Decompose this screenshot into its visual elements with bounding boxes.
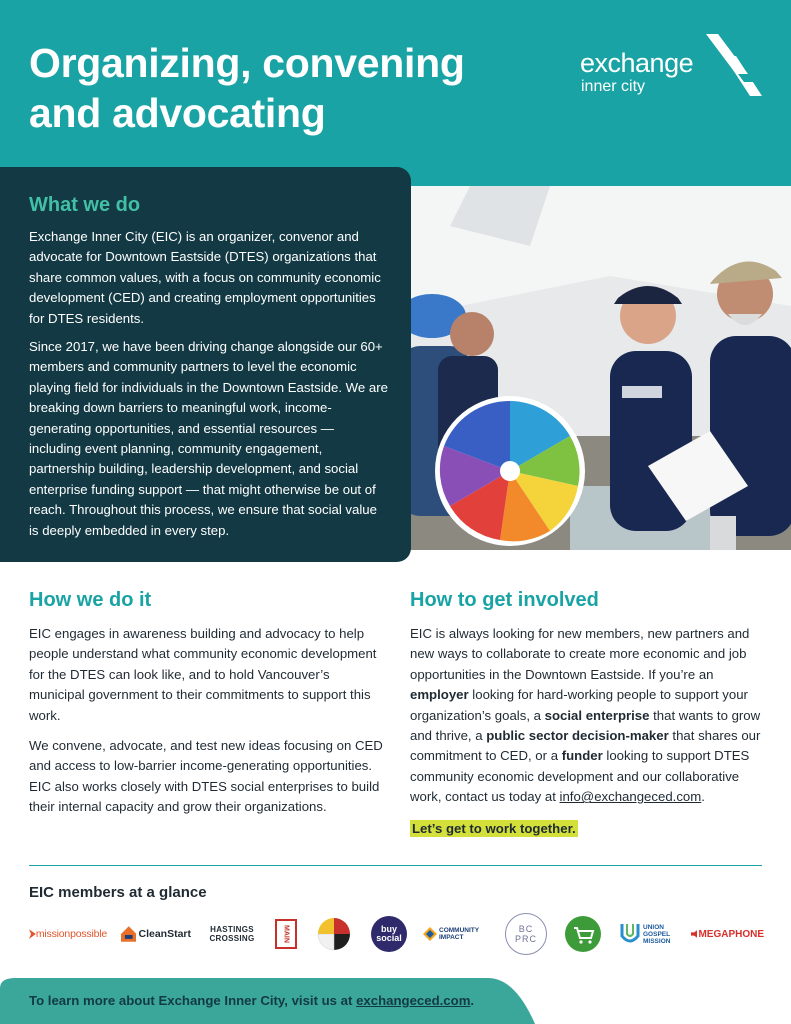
- bcprc-logo: [505, 910, 551, 958]
- buy-text: buy: [380, 924, 397, 934]
- footer-bar: [0, 978, 791, 1024]
- medicine-wheel-logo: [317, 910, 355, 958]
- website-link[interactable]: exchangeced.com: [356, 993, 471, 1008]
- logo-arrow-icon: [704, 34, 762, 96]
- cart-icon: [565, 916, 601, 952]
- community-text: COMMUNITY: [439, 927, 480, 934]
- social-text: social: [376, 933, 402, 943]
- footer-text-end: .: [470, 993, 475, 1008]
- text-run: .: [701, 789, 705, 805]
- cleanstart-logo: [121, 910, 191, 958]
- social-enterprise-bold: social enterprise: [544, 707, 650, 723]
- title-line-1: Organizing, convening: [29, 40, 465, 86]
- text-run: looking to support DTES community economic development and our collaborative work, contact us today at: [410, 748, 750, 805]
- medicine-wheel-icon: [317, 917, 351, 951]
- impact-text: IMPACT: [439, 934, 464, 941]
- member-logos-row: [29, 910, 764, 958]
- funder-bold: funder: [561, 748, 603, 764]
- megaphone-text: MEGAPHONE: [698, 928, 764, 940]
- how-we-do-it-paragraph-1: EIC engages in awareness building and advocacy to help people understand what community economic development for the DTES can look like, and to hold Vancouver’s municipal government to their commitments to support this work.: [29, 626, 377, 723]
- title-line-2: and advocating: [29, 90, 326, 136]
- footer-text: [29, 993, 474, 1008]
- what-we-do-panel: [0, 167, 411, 562]
- email-link[interactable]: info@exchangeced.com: [559, 789, 702, 805]
- text-run: that wants to grow and thrive, a: [410, 707, 761, 744]
- what-we-do-paragraph-2: Since 2017, we have been driving change alongside our 60+ members and community partners to level the economic playing field for individuals in the Downtown Eastside. We are breaking down barriers to meaningful work, income-generating opportunities, and essential resources — including event planning, community engagement, partnership building, leadership development, and social enterprise funding support — that might otherwise be out of reach. Throughout this process, we ensure that social value is deeply embedded in every step.: [29, 339, 388, 538]
- mission-possible-logo: [29, 910, 107, 958]
- how-we-do-it-section: [29, 588, 384, 828]
- get-involved-heading: How to get involved: [410, 589, 599, 611]
- community-impact-icon: [423, 927, 437, 941]
- union-gospel-mission-logo: [619, 910, 681, 958]
- megaphone-icon: [691, 929, 697, 939]
- logo-wordmark: exchange: [580, 48, 694, 78]
- prize-wheel-icon: [435, 396, 585, 546]
- gospel-text: GOSPEL: [643, 930, 671, 938]
- main-badge: [275, 919, 297, 949]
- section-divider: [29, 865, 762, 866]
- mission-possible-text: missionpossible: [35, 928, 107, 940]
- hastings-crossing-logo: [201, 910, 263, 958]
- employer-bold: employer: [410, 687, 469, 703]
- community-impact-text: [439, 927, 479, 941]
- what-we-do-paragraph-1: Exchange Inner City (EIC) is an organizer, convenor and advocate for Downtown Eastside (DTES) organizations that share common values, with a focus on community economic development (CED) and creating employment opportunities for DTES residents.: [29, 229, 381, 326]
- crossing-text: CROSSING: [209, 934, 255, 943]
- exchange-inner-city-logo: [580, 34, 765, 98]
- logo-subtitle: inner city: [581, 78, 646, 95]
- binners-project-logo: [565, 910, 605, 958]
- main-text: MAIN: [282, 925, 290, 943]
- mission-text: MISSION: [643, 937, 671, 945]
- public-sector-bold: public sector decision-maker: [486, 728, 669, 744]
- megaphone-logo: [691, 910, 764, 958]
- text-run: looking for hard-working people to support your organization’s goals, a: [410, 687, 748, 723]
- prc-text: PRC: [514, 934, 537, 944]
- buy-social-badge: [371, 916, 407, 952]
- members-heading: EIC members at a glance: [29, 884, 207, 901]
- cta-highlight: Let’s get to work together.: [412, 820, 576, 836]
- bcprc-badge: [505, 913, 547, 955]
- buy-social-logo: [371, 910, 411, 958]
- cleanstart-text: CleanStart: [138, 928, 191, 940]
- header-banner: [0, 0, 791, 190]
- footer-text-run: To learn more about Exchange Inner City, visit us at: [29, 993, 357, 1008]
- what-we-do-heading: What we do: [29, 194, 141, 216]
- volunteers-photo: [410, 186, 791, 550]
- get-involved-paragraph: [410, 624, 765, 808]
- cleanstart-icon: [121, 926, 136, 942]
- get-involved-section: [410, 588, 765, 838]
- bc-text: BC: [518, 924, 534, 934]
- hastings-text: HASTINGS: [210, 925, 254, 934]
- main-logo: [275, 910, 299, 958]
- union-text: UNION: [643, 923, 664, 931]
- how-we-do-it-heading: How we do it: [29, 589, 152, 611]
- page-title: [29, 38, 509, 138]
- how-we-do-it-paragraph-2: We convene, advocate, and test new ideas focusing on CED and access to low-barrier income-generating opportunities. EIC also works closely with DTES social enterprises to build their internal capacity and grow their organizations.: [29, 738, 383, 815]
- community-impact-logo: [423, 910, 493, 958]
- text-run: that shares our commitment to CED, or a: [410, 728, 761, 764]
- text-run: EIC is always looking for new members, new partners and new ways to collaborate to create more economic and job opportunities in the Downtown Eastside. If you’re an: [410, 626, 750, 682]
- mission-possible-icon: [29, 927, 36, 941]
- ugm-icon: [619, 922, 641, 946]
- ugm-text: [643, 924, 670, 945]
